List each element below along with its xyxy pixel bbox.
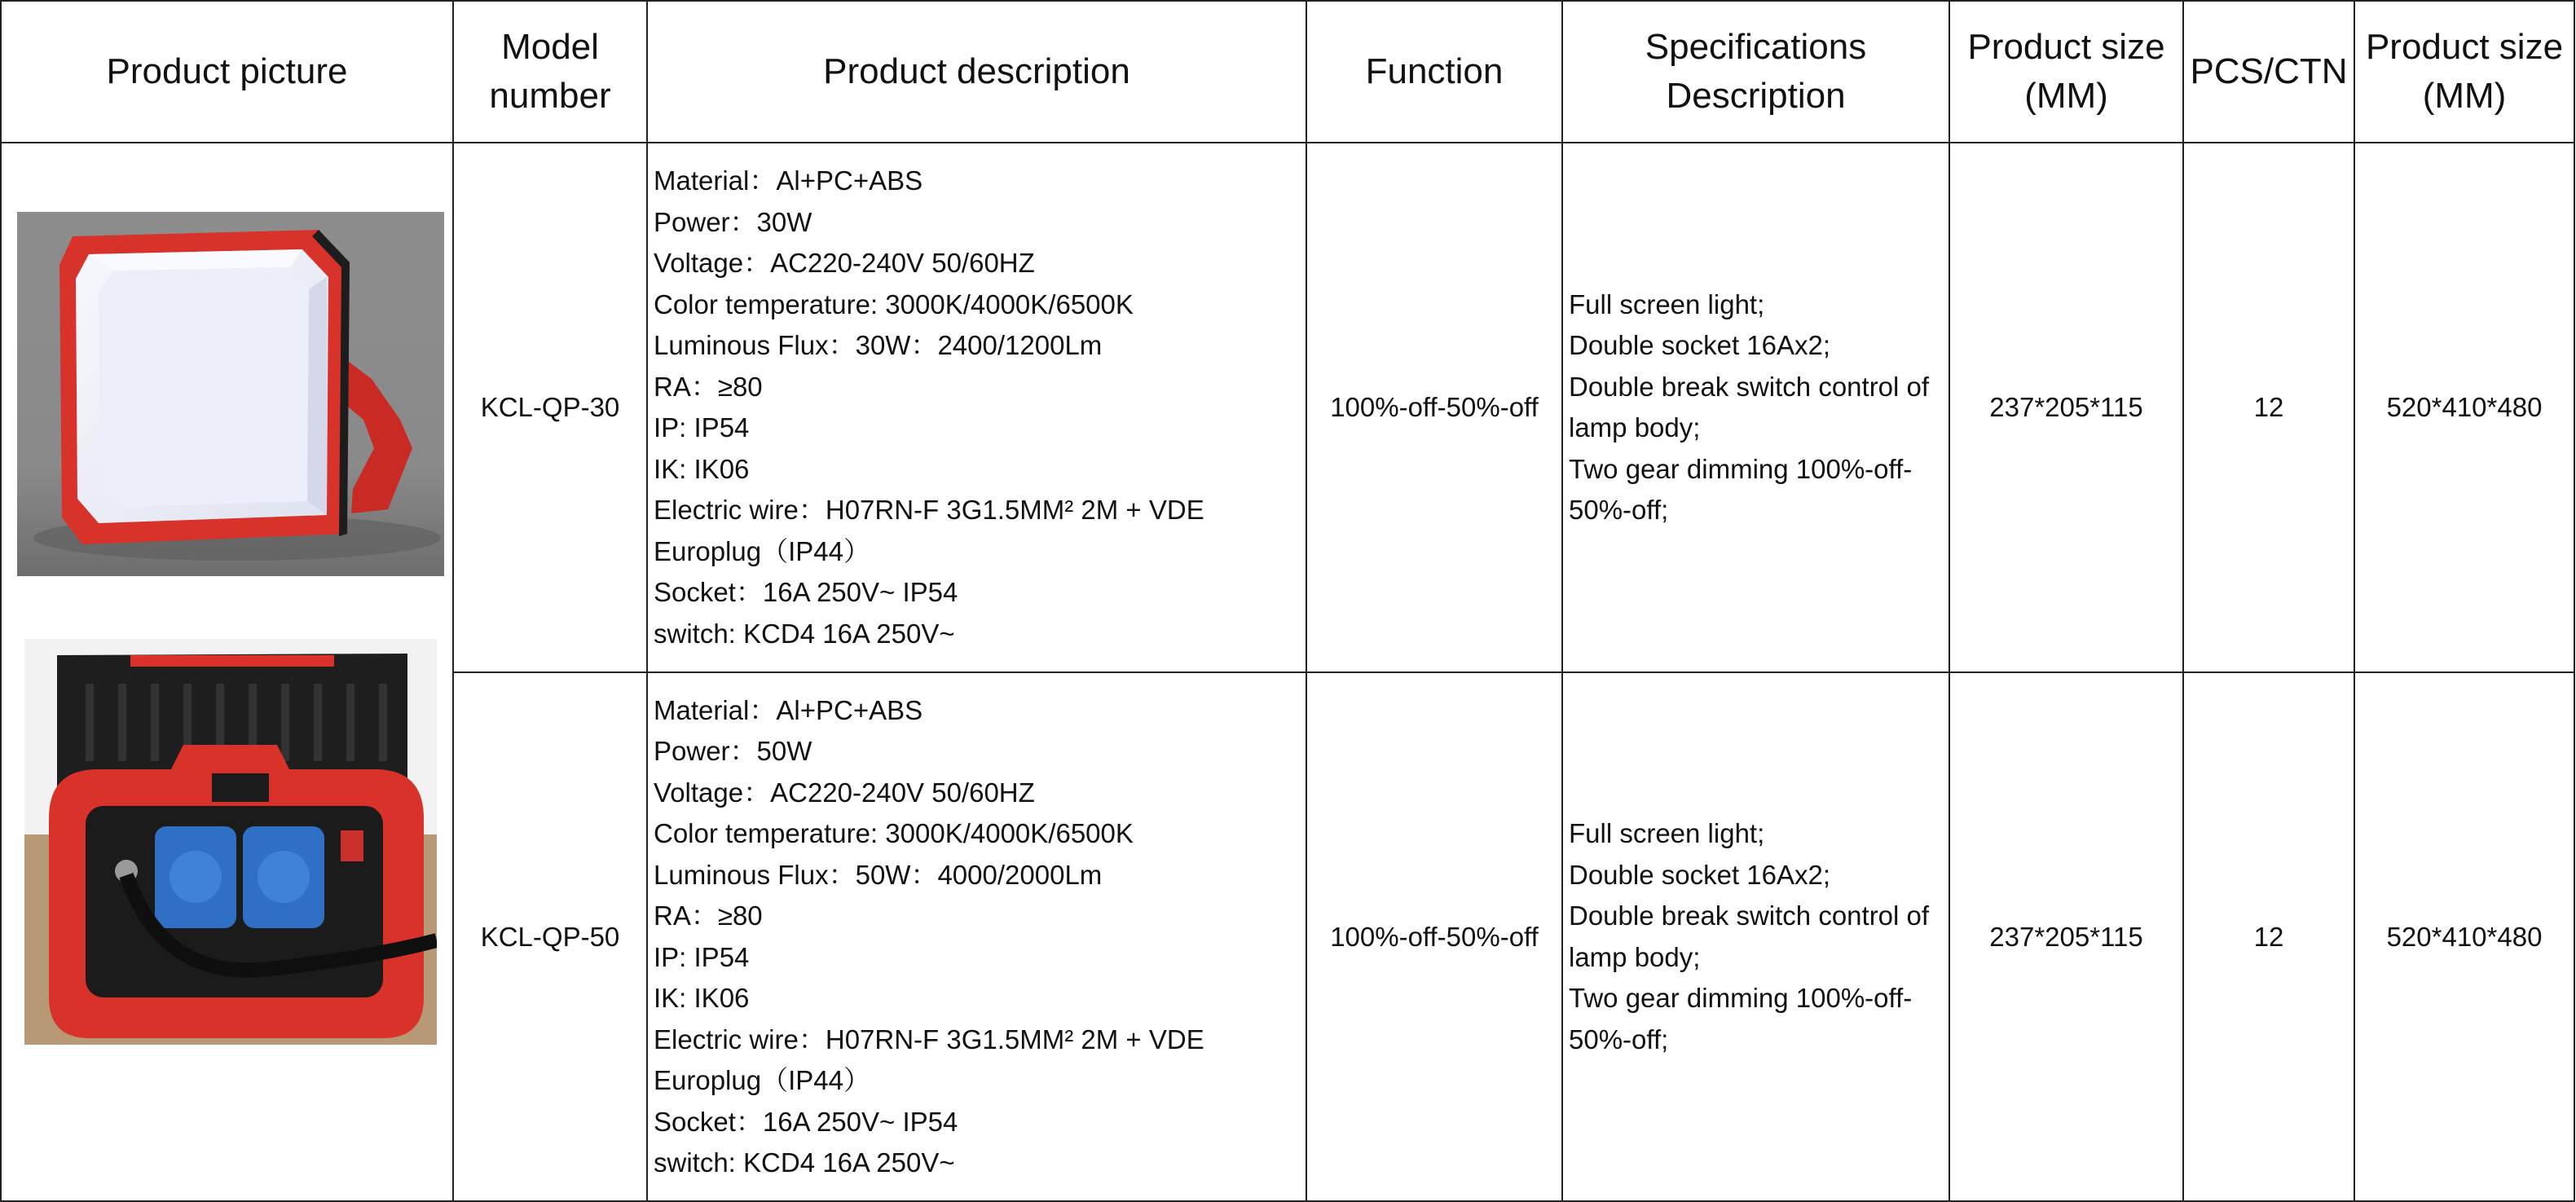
product-description-cell [647, 143, 1306, 672]
description-line: RA：≥80 [654, 900, 763, 931]
specification-line: Double break switch control of lamp body; [1569, 371, 1930, 442]
floodlight-front-photo [17, 212, 444, 576]
description-line: Europlug（IP44） [654, 1065, 870, 1095]
description-line: Socket：16A 250V~ IP54 [654, 577, 958, 607]
description-line: Luminous Flux：50W：4000/2000Lm [654, 859, 1103, 890]
header-carton-size [2354, 1, 2574, 143]
description-line: Power：50W [654, 736, 812, 766]
description-line: IK: IK06 [654, 983, 750, 1013]
description-line: Luminous Flux：30W：2400/1200Lm [654, 330, 1103, 360]
header-line: Product size [2365, 27, 2564, 67]
specification-line: Double socket 16Ax2; [1569, 859, 1831, 890]
product-size-cell: 237*205*115 [1949, 143, 2183, 672]
description-line: switch: KCD4 16A 250V~ [654, 1147, 955, 1178]
specifications-cell [1562, 143, 1949, 672]
header-line: Specifications [1645, 27, 1867, 67]
model-number-cell: KCL-QP-30 [453, 143, 647, 672]
header-line: Product size [1967, 27, 2165, 67]
header-product-picture: Product picture [1, 1, 453, 143]
description-line: Color temperature: 3000K/4000K/6500K [654, 818, 1134, 848]
description-line: IP: IP54 [654, 412, 750, 442]
specifications-cell [1562, 672, 1949, 1201]
pcs-ctn-cell: 12 [2183, 143, 2354, 672]
description-line: Voltage：AC220-240V 50/60HZ [654, 777, 1035, 808]
header-pcs-ctn: PCS/CTN [2183, 1, 2354, 143]
header-line: (MM) [2422, 76, 2507, 116]
header-line: (MM) [2024, 76, 2108, 116]
header-product-description: Product description [647, 1, 1306, 143]
floodlight-back-photo [24, 639, 437, 1045]
header-specifications [1562, 1, 1949, 143]
description-line: IP: IP54 [654, 941, 750, 972]
model-number-cell: KCL-QP-50 [453, 672, 647, 1201]
description-line: switch: KCD4 16A 250V~ [654, 618, 955, 649]
header-line: Description [1666, 76, 1846, 116]
description-line: Electric wire：H07RN-F 3G1.5MM² 2M + VDE [654, 1024, 1204, 1055]
specification-line: Double break switch control of lamp body; [1569, 900, 1930, 972]
specification-line: Full screen light; [1569, 288, 1765, 319]
header-function: Function [1306, 1, 1562, 143]
header-model-number [453, 1, 647, 143]
description-line: IK: IK06 [654, 453, 750, 484]
description-line: Socket：16A 250V~ IP54 [654, 1106, 958, 1137]
description-line: Power：30W [654, 206, 812, 237]
description-line: Color temperature: 3000K/4000K/6500K [654, 288, 1134, 319]
product-picture-cell [1, 143, 453, 1201]
description-line: Voltage：AC220-240V 50/60HZ [654, 248, 1035, 278]
carton-size-cell: 520*410*480 [2354, 672, 2574, 1201]
description-line: Europlug（IP44） [654, 535, 870, 566]
header-product-size [1949, 1, 2183, 143]
function-cell: 100%-off-50%-off [1306, 672, 1562, 1201]
product-size-cell: 237*205*115 [1949, 672, 2183, 1201]
specification-line: Double socket 16Ax2; [1569, 330, 1831, 360]
product-description-cell [647, 672, 1306, 1201]
carton-size-cell: 520*410*480 [2354, 143, 2574, 672]
description-line: Material：Al+PC+ABS [654, 165, 923, 196]
table-row [1, 143, 2574, 672]
header-line: Model [501, 27, 599, 67]
header-line: number [489, 76, 611, 116]
function-cell: 100%-off-50%-off [1306, 143, 1562, 672]
specification-line: Full screen light; [1569, 818, 1765, 848]
specification-line: Two gear dimming 100%-off-50%-off; [1569, 453, 1913, 525]
pcs-ctn-cell: 12 [2183, 672, 2354, 1201]
header-row [1, 1, 2574, 143]
description-line: Material：Al+PC+ABS [654, 694, 923, 725]
specification-line: Two gear dimming 100%-off-50%-off; [1569, 983, 1913, 1055]
description-line: Electric wire：H07RN-F 3G1.5MM² 2M + VDE [654, 495, 1204, 525]
description-line: RA：≥80 [654, 371, 763, 402]
